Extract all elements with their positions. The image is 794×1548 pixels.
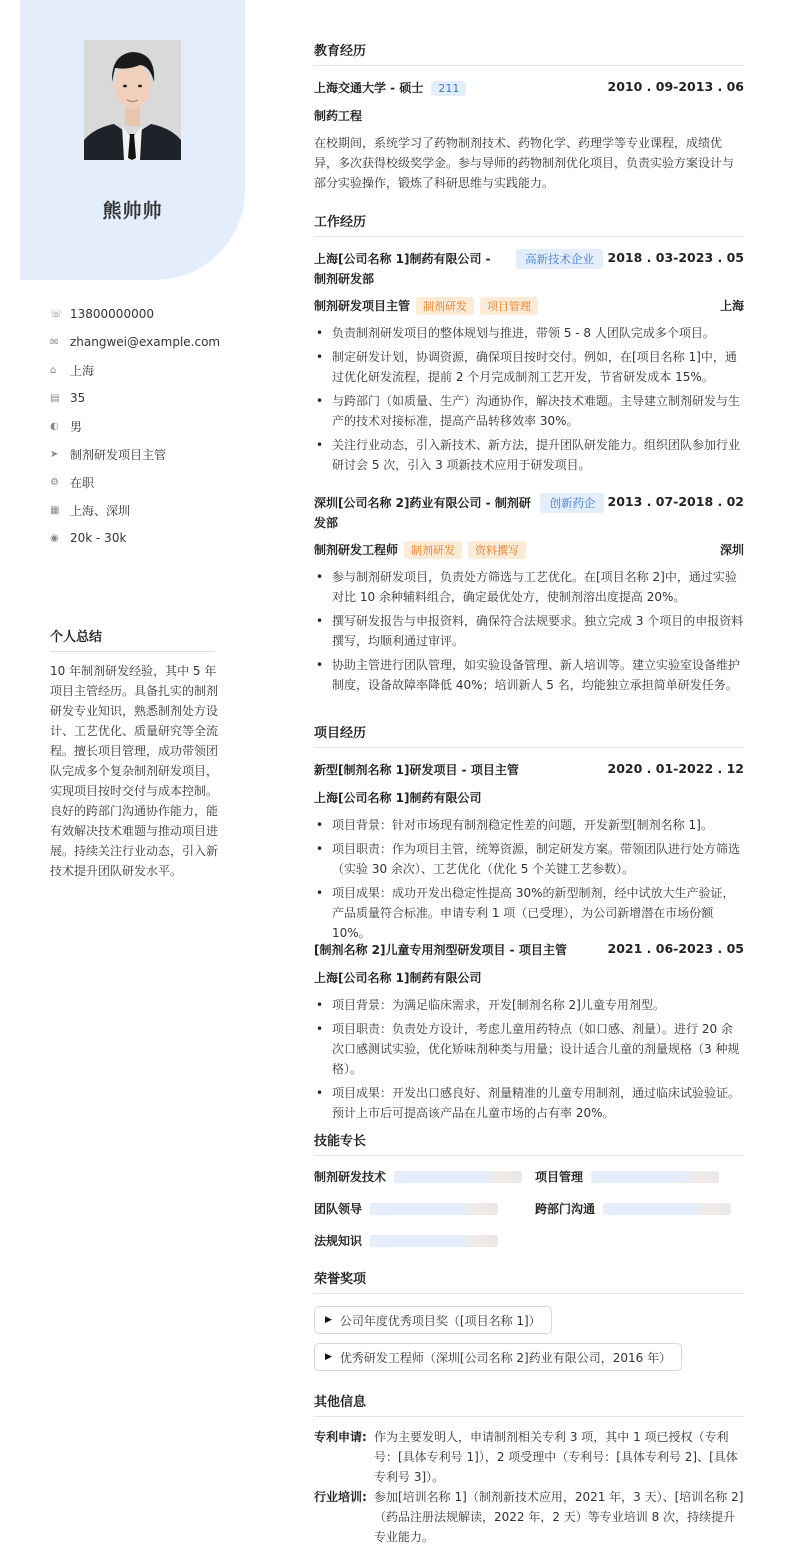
- summary-text: 10 年制剂研发经验，其中 5 年项目主管经历。具备扎实的制剂研发专业知识，熟悉制剂处方设计、工艺优化、质量研究等全流程。擅长项目管理，成功带领团队完成多个复杂制剂研发项目，实现项目按时交付与成本控制。良好的跨部门沟通协作能力，能有效解决技术难题与推动项目进展。持续关注行业动态，引入新技术提升团队研发水平。: [50, 664, 219, 878]
- honors-heading: 荣誉奖项: [314, 1268, 744, 1294]
- skill-item: [314, 1232, 498, 1249]
- company-tag: 创新药企: [540, 493, 604, 513]
- other-heading: 其他信息: [314, 1391, 744, 1417]
- contact-value: 上海: [70, 363, 95, 378]
- list-item: • 制定研发计划，协调资源，确保项目按时交付。例如，在[项目名称 1]中，通过优化研发流程，提前 2 个月完成制剂工艺开发，节省研发成本 15%。: [314, 347, 744, 387]
- honor-item[interactable]: [314, 1306, 552, 1334]
- project-bullets: [314, 815, 744, 947]
- job-role: 制剂研发工程师: [314, 543, 399, 557]
- skill-name: 跨部门沟通: [535, 1202, 596, 1216]
- contact-value: zhangwei@example.com: [70, 335, 221, 349]
- triangle-right-icon: ▶: [325, 1315, 332, 1325]
- contact-value: 上海、深圳: [70, 503, 131, 518]
- job-city: 上海: [719, 299, 744, 313]
- work-heading: 工作经历: [314, 211, 744, 237]
- list-item: • 与跨部门（如质量、生产）沟通协作，解决技术难题。主导建立制剂研发与生产的技术对接标准，提高产品转移效率 30%。: [314, 391, 744, 431]
- other-item: [314, 1427, 744, 1487]
- contact-city: [50, 496, 250, 524]
- list-item: • 撰写研发报告与申报资料，确保符合法规要求。独立完成 3 个项目的申报资料撰写，均顺利通过审评。: [314, 611, 744, 651]
- education-school: 上海交通大学 - 硕士: [314, 81, 424, 95]
- job-date: 2018 . 03-2023 . 05: [607, 250, 744, 265]
- skill-name: 法规知识: [314, 1234, 363, 1248]
- skill-item: [535, 1200, 731, 1217]
- list-item: • 项目成果：成功开发出稳定性提高 30%的新型制剂，经中试放大生产验证，产品质量符合标准。申请专利 1 项（已受理），为公司新增潜在市场份额 10%。: [314, 883, 744, 943]
- salary-icon: ◉: [50, 532, 59, 544]
- skill-tag: 制剂研发: [416, 297, 474, 315]
- job-company: 深圳[公司名称 2]药业有限公司 - 制剂研发部: [314, 496, 531, 530]
- contact-value: 13800000000: [70, 307, 154, 321]
- project-name: 新型[制剂名称 1]研发项目 - 项目主管: [314, 763, 519, 777]
- skills-heading: 技能专长: [314, 1130, 744, 1156]
- skill-level-bar: [394, 1171, 522, 1183]
- project-header: [314, 761, 744, 778]
- project-name: [制剂名称 2]儿童专用剂型研发项目 - 项目主管: [314, 943, 567, 957]
- job-header: [314, 493, 744, 533]
- contact-salary: [50, 524, 250, 552]
- skill-tag: 资料撰写: [468, 541, 526, 559]
- skill-name: 团队领导: [314, 1202, 363, 1216]
- email-icon: ✉: [50, 336, 59, 348]
- projects-heading: 项目经历: [314, 722, 744, 748]
- sidebar: [0, 0, 260, 1548]
- skill-level-bar: [370, 1235, 498, 1247]
- contact-value: 20k - 30k: [70, 531, 127, 545]
- summary-heading: 个人总结: [50, 626, 215, 652]
- job-date: 2013 . 07-2018 . 02: [607, 494, 744, 509]
- list-item: • 项目职责：负责处方设计，考虑儿童用药特点（如口感、剂量）。进行 20 余次口感测试实验，优化矫味剂种类与用量；设计适合儿童的剂量规格（3 种规格）。: [314, 1019, 744, 1079]
- job-bullets: [314, 323, 744, 479]
- other-value: 参加[培训名称 1]（制剂新技术应用，2021 年，3 天）、[培训名称 2]（药品注册法规解读，2022 年，2 天）等专业培训 8 次，持续提升专业能力。: [374, 1490, 744, 1544]
- contact-value: 男: [70, 419, 83, 434]
- candidate-name: 熊帅帅: [102, 200, 163, 222]
- status-icon: ⚙: [50, 476, 59, 488]
- list-item: • 协助主管进行团队管理，如实验设备管理、新人培训等。建立实验室设备维护制度，设备故障率降低 40%；培训新人 5 名，均能独立承担简单研发任务。: [314, 655, 744, 695]
- skill-tag: 项目管理: [480, 297, 538, 315]
- company-tag: 高新技术企业: [516, 249, 603, 269]
- list-item: • 参与制剂研发项目，负责处方筛选与工艺优化。在[项目名称 2]中，通过实验对比 10 余种辅料组合，确定最优处方，使制剂溶出度提高 20%。: [314, 567, 744, 607]
- project-bullets: [314, 995, 744, 1127]
- education-major: 制药工程: [314, 109, 363, 123]
- contact-position: [50, 440, 250, 468]
- contact-email[interactable]: [50, 328, 250, 356]
- job-role-line: [314, 297, 538, 315]
- other-item: [314, 1487, 744, 1547]
- skill-name: 制剂研发技术: [314, 1170, 387, 1184]
- contact-value: 制剂研发项目主管: [70, 447, 167, 462]
- honor-item[interactable]: [314, 1343, 682, 1371]
- skill-name: 项目管理: [535, 1170, 584, 1184]
- contact-phone: [50, 300, 250, 328]
- job-bullets: [314, 567, 744, 699]
- project-date: 2021 . 06-2023 . 05: [607, 941, 744, 956]
- school-tag: 211: [431, 81, 466, 96]
- job-role: 制剂研发项目主管: [314, 299, 411, 313]
- contact-status: [50, 468, 250, 496]
- skill-item: [535, 1168, 719, 1185]
- position-icon: ➤: [50, 448, 59, 460]
- job-company-tag-wrap: [540, 493, 607, 513]
- project-company: 上海[公司名称 1]制药有限公司: [314, 791, 482, 805]
- list-item: • 项目成果：开发出口感良好、剂量精准的儿童专用制剂，通过临床试验验证。预计上市后可提高该产品在儿童市场的占有率 20%。: [314, 1083, 744, 1123]
- home-icon: ⌂: [50, 364, 57, 376]
- phone-icon: ☏: [50, 308, 63, 320]
- honor-label: 公司年度优秀项目奖（[项目名称 1]）: [339, 1313, 541, 1328]
- job-city: 深圳: [719, 543, 744, 557]
- skill-level-bar: [591, 1171, 719, 1183]
- list-item: • 负责制剂研发项目的整体规划与推进，带领 5 - 8 人团队完成多个项目。: [314, 323, 744, 343]
- contact-location: [50, 356, 250, 384]
- education-heading: 教育经历: [314, 40, 744, 66]
- skill-item: [314, 1200, 498, 1217]
- education-description: 在校期间，系统学习了药物制剂技术、药物化学、药理学等专业课程，成绩优异，多次获得校级奖学金。参与导师的药物制剂优化项目，负责实验方案设计与部分实验操作，锻炼了科研思维与实践能力。: [314, 136, 735, 190]
- job-company: 上海[公司名称 1]制药有限公司 - 制剂研发部: [314, 252, 491, 286]
- list-item: • 项目背景：为满足临床需求，开发[制剂名称 2]儿童专用剂型。: [314, 995, 744, 1015]
- age-icon: ▤: [50, 392, 60, 404]
- avatar: [84, 40, 181, 160]
- other-label: 行业培训:: [314, 1490, 367, 1504]
- skill-item: [314, 1168, 522, 1185]
- honor-label: 优秀研发工程师（深圳[公司名称 2]药业有限公司，2016 年）: [339, 1350, 672, 1365]
- contact-value: 35: [70, 391, 86, 405]
- job-role-row: [314, 541, 744, 559]
- other-label: 专利申请:: [314, 1430, 367, 1444]
- skill-tag: 制剂研发: [404, 541, 462, 559]
- triangle-right-icon: ▶: [325, 1352, 332, 1362]
- project-date: 2020 . 01-2022 . 12: [607, 761, 744, 776]
- list-item: • 关注行业动态，引入新技术、新方法，提升团队研发能力。组织团队参加行业研讨会 5 次，引入 3 项新技术应用于研发项目。: [314, 435, 744, 475]
- job-header: [314, 249, 744, 289]
- education-header: [314, 79, 744, 96]
- list-item: • 项目职责：作为项目主管，统筹资源，制定研发方案。带领团队进行处方筛选（实验 30 余次）、工艺优化（优化 5 个关键工艺参数）。: [314, 839, 744, 879]
- contact-value: 在职: [70, 475, 95, 490]
- job-role-row: [314, 297, 744, 315]
- education-date: 2010 . 09-2013 . 06: [607, 79, 744, 94]
- skill-level-bar: [603, 1203, 731, 1215]
- contact-gender: [50, 412, 250, 440]
- job-role-line: [314, 541, 526, 559]
- project-header: [314, 941, 744, 958]
- list-item: • 项目背景：针对市场现有制剂稳定性差的问题，开发新型[制剂名称 1]。: [314, 815, 744, 835]
- project-company: 上海[公司名称 1]制药有限公司: [314, 971, 482, 985]
- job-company-tag-wrap: [516, 249, 607, 269]
- education-school-line: [314, 79, 466, 96]
- contact-age: [50, 384, 250, 412]
- other-value: 作为主要发明人，申请制剂相关专利 3 项，其中 1 项已授权（专利号：[具体专利号 1]），2 项受理中（专利号：[具体专利号 2]、[具体专利号 3]）。: [374, 1430, 738, 1484]
- city-icon: ▦: [50, 504, 60, 516]
- contact-list: [50, 300, 250, 552]
- skill-level-bar: [370, 1203, 498, 1215]
- gender-icon: ◐: [50, 420, 59, 432]
